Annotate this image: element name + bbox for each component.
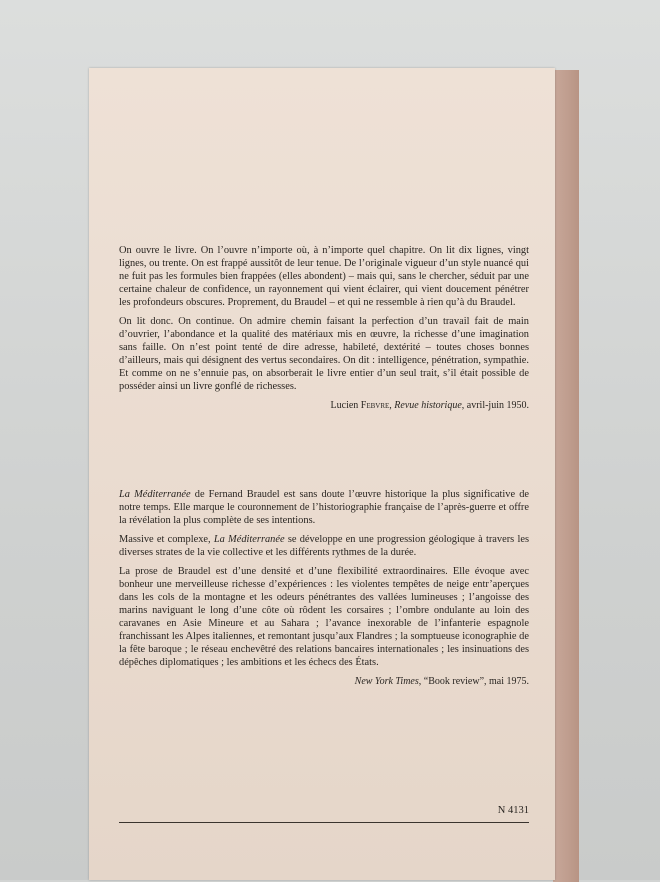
citation-author-last: Febvre [360,400,390,411]
review-paragraph [119,488,529,527]
book-title: La Méditerranée [213,534,285,545]
review-paragraph [119,533,529,559]
review-citation: Lucien Febvre, Revue historique, avril-juin 1950. [330,400,529,411]
citation-date: , avril-juin 1950. [461,400,529,411]
citation-date: , “Book review”, mai 1975. [418,676,529,687]
citation-author-first: Lucien [330,400,359,411]
review-paragraph: La prose de Braudel est d’une densité et d’une flexibilité extraordinaires. Elle évoque avec bonheur une merveilleuse richesse d’expériences : les violentes tempêtes de neige entr’aperçues dans les cols de la montagne et les odeurs pénétrantes des vallées lumineuses ; l’angoisse des marins naviguant le long d’une côte où rôdent les corsaires ; l’ombre ondulante au loin des caravanes en Asie Mineure et au Sahara ; l’avance inexorable de l’infanterie espagnole franchissant les Alpes italiennes, et remontant jusqu’aux Flandres ; la somptueuse iconographie de la fête baroque ; le réseau enchevêtré des relations bancaires internationales ; les insinuations des dépêches diplomatiques ; les ambitions et les échecs des États. [119,566,529,668]
catalog-number: N 4131 [497,805,529,816]
review-nyt [119,488,529,688]
review-paragraph: On ouvre le livre. On l’ouvre n’importe où, à n’importe quel chapitre. On lit dix lignes, vingt lignes, ou trente. On est frappé aussitôt de leur tenue. De l’originale vigueur d’un style nuancé qui ne fuit pas les formules bien frappées (elles abondent) – mais qui, sans le chercher, séduit par une certaine chaleur de confidence, un rayonnement qui vient éclairer, qui vient doucement pénétrer les profondeurs obscures. Proprement, du Braudel – et qui ne ressemble à rien qu’à du Braudel. [119,245,529,308]
review-paragraph: On lit donc. On continue. On admire chemin faisant la perfection d’un travail fait de main d’ouvrier, l’abondance et la qualité des matériaux mis en œuvre, la richesse d’une imagination sans faille. On n’est point tenté de dire adresse, habileté, dextérité – toutes choses bonnes d’ailleurs, mais qui désignent des vertus secondaires. On dit : intelligence, pénétration, sympathie. Et comme on ne s’ennuie pas, on absorberait le livre entier d’un seul trait, s’il était possible de posséder ainsi un livre gonflé de richesses. [119,316,529,392]
citation-source: Revue historique [394,400,462,411]
review-text: de Fernand Braudel est sans doute l’œuvre historique la plus significative de notre temps. Elle marque le couronnement de l’historiographie française de l’après-guerre et offre la révélation la plus complète de ses intentions. [119,489,529,526]
book-title: La Méditerranée [119,489,191,500]
divider-rule [119,822,529,823]
book-edge [553,70,579,882]
review-text: Massive et complexe, [119,534,214,545]
citation-source: New York Times [354,676,419,687]
review-citation [119,675,529,688]
review-text: se développe en une progression géologique à travers les diverses strates de la vie collective et les différents rythmes de la durée. [119,534,529,558]
review-febvre [119,244,529,412]
book-back-cover [89,68,555,880]
